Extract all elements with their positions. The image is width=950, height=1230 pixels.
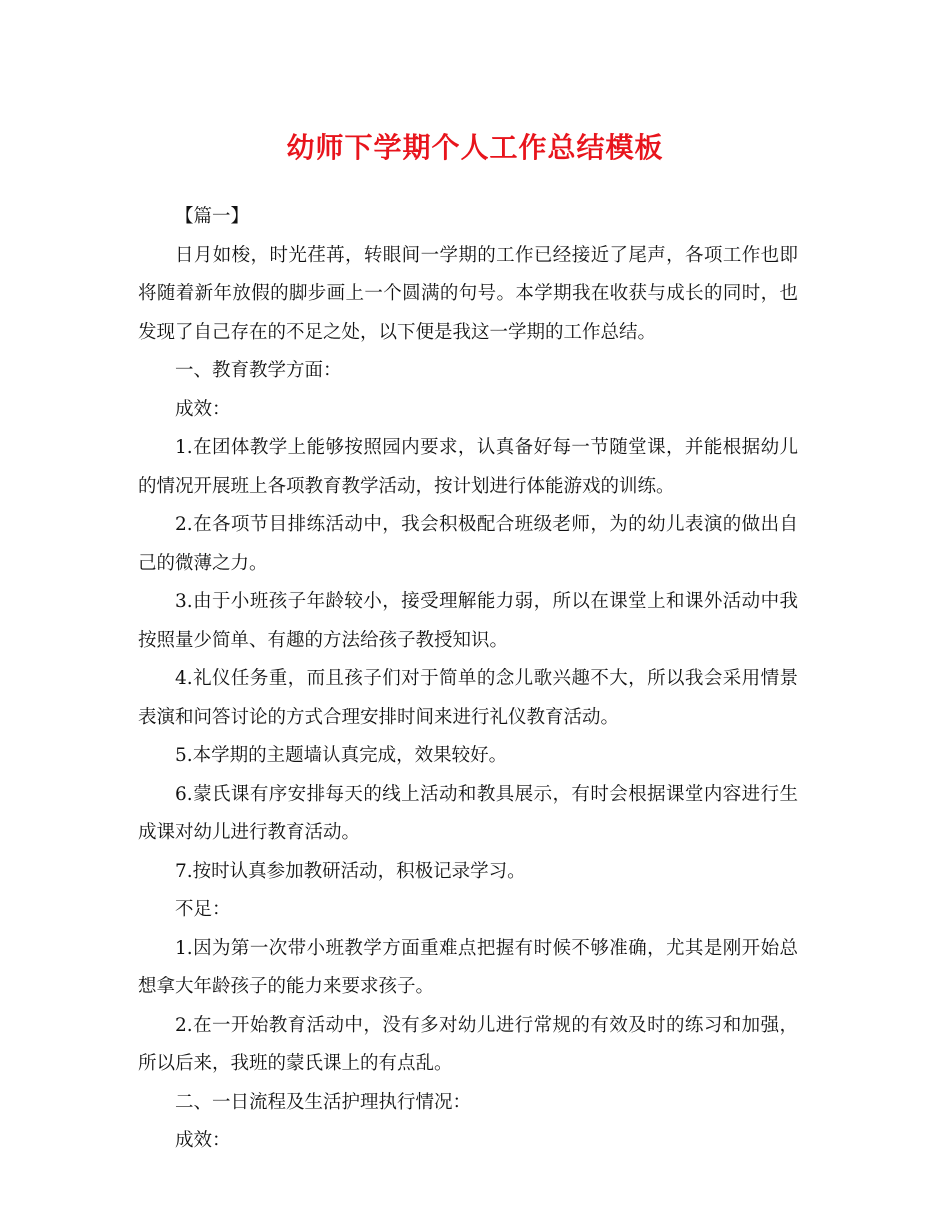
section-marker: 【篇一】 xyxy=(175,206,250,227)
list-item: 1.在团体教学上能够按照园内要求，认真备好每一节随堂课，并能根据幼儿的情况开展班上各项教育教学活动，按计划进行体能游戏的训练。 xyxy=(138,437,798,497)
section-heading: 一、教育教学方面： xyxy=(175,360,342,381)
list-item: 2.在一开始教育活动中，没有多对幼儿进行常规的有效及时的练习和加强，所以后来，我班的蒙氏课上的有点乱。 xyxy=(138,1014,798,1074)
subheading-shortcomings: 不足： xyxy=(175,899,231,920)
list-item: 3.由于小班孩子年龄较小，接受理解能力弱，所以在课堂上和课外活动中我按照量少简单、有趣的方法给孩子教授知识。 xyxy=(138,591,798,651)
list-item: 1.因为第一次带小班教学方面重难点把握有时候不够准确，尤其是刚开始总想拿大年龄孩子的能力来要求孩子。 xyxy=(138,937,798,997)
document-body xyxy=(138,198,798,1161)
subheading-results: 成效： xyxy=(175,398,231,420)
intro-paragraph: 日月如梭，时光荏苒，转眼间一学期的工作已经接近了尾声，各项工作也即将随着新年放假的脚步画上一个圆满的句号。本学期我在收获与成长的同时，也发现了自己存在的不足之处，以下便是我这一学期的工作总结。 xyxy=(138,244,798,343)
list-item: 6.蒙氏课有序安排每天的线上活动和教具展示，有时会根据课堂内容进行生成课对幼儿进行教育活动。 xyxy=(138,783,798,843)
list-item: 7.按时认真参加教研活动，积极记录学习。 xyxy=(175,860,526,882)
list-item: 4.礼仪任务重，而且孩子们对于简单的念儿歌兴趣不大，所以我会采用情景表演和问答讨论的方式合理安排时间来进行礼仪教育活动。 xyxy=(138,668,798,728)
list-item: 5.本学期的主题墙认真完成，效果较好。 xyxy=(175,745,508,766)
subheading-results: 成效： xyxy=(175,1130,231,1151)
section-heading: 二、一日流程及生活护理执行情况： xyxy=(175,1091,472,1113)
list-item: 2.在各项节目排练活动中，我会积极配合班级老师，为的幼儿表演的做出自己的微薄之力。 xyxy=(138,514,798,574)
document-title: 幼师下学期个人工作总结模板 xyxy=(286,131,664,164)
